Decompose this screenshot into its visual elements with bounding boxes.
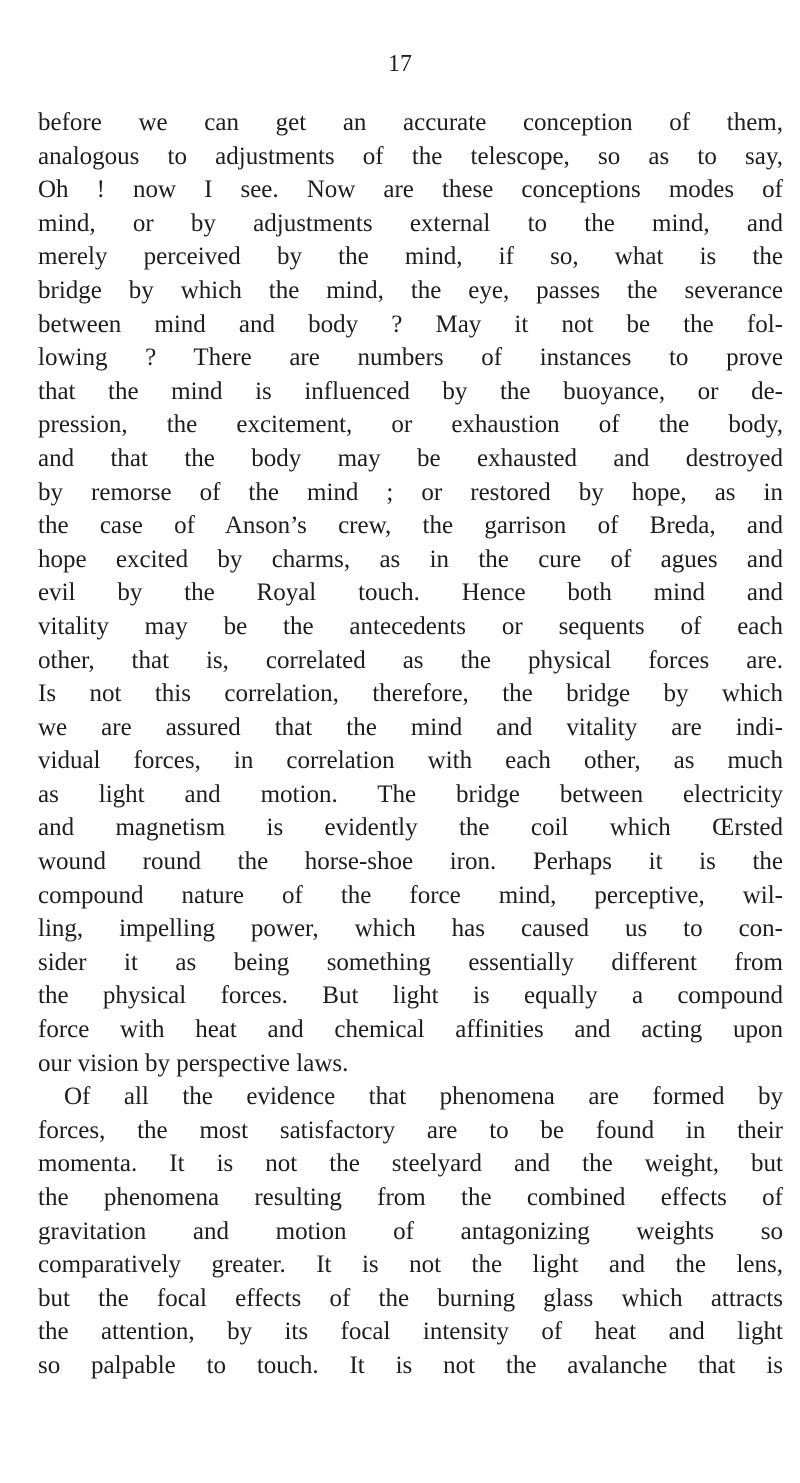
paragraph-start-line: Of all the evidence that phenomena are formed by bbox=[64, 1083, 783, 1111]
text-line: as light and motion. The bridge between electricity bbox=[38, 780, 783, 808]
text-line: so palpable to touch. It is not the avalanche that is bbox=[38, 1351, 783, 1379]
text-line: and that the body may be exhausted and destroyed bbox=[38, 444, 783, 472]
text-line: hope excited by charms, as in the cure of agues and bbox=[38, 545, 783, 573]
text-line: merely perceived by the mind, if so, what is the bbox=[38, 243, 783, 271]
text-line: gravitation and motion of antagonizing weights so bbox=[38, 1217, 783, 1245]
text-line: sider it as being something essentially different from bbox=[38, 948, 783, 976]
paragraph-end-line: our vision by perspective laws. bbox=[38, 1049, 349, 1077]
text-line: but the focal effects of the burning glass which attracts bbox=[38, 1284, 783, 1312]
text-line: vidual forces, in correlation with each other, as much bbox=[38, 747, 783, 775]
text-line: ling, impelling power, which has caused us to con- bbox=[38, 915, 783, 943]
text-line: the case of Anson’s crew, the garrison of Breda, and bbox=[38, 512, 783, 540]
text-line: bridge by which the mind, the eye, passes the severance bbox=[38, 276, 783, 304]
text-line: analogous to adjustments of the telescope, so as to say, bbox=[38, 142, 783, 170]
text-line: before we can get an accurate conception of them, bbox=[38, 109, 783, 136]
text-line: vitality may be the antecedents or sequents of each bbox=[38, 612, 783, 640]
text-line: other, that is, correlated as the physical forces are. bbox=[38, 646, 783, 674]
text-line: between mind and body ? May it not be the fol- bbox=[38, 310, 783, 338]
text-line: we are assured that the mind and vitality are indi- bbox=[38, 713, 783, 741]
text-line: lowing ? There are numbers of instances to prove bbox=[38, 344, 783, 372]
text-line: by remorse of the mind ; or restored by hope, as in bbox=[38, 478, 783, 506]
text-line: the attention, by its focal intensity of heat and light bbox=[38, 1318, 783, 1346]
text-line: that the mind is influenced by the buoyance, or de- bbox=[38, 377, 783, 405]
text-line: and magnetism is evidently the coil which Œrsted bbox=[38, 814, 783, 842]
text-line: mind, or by adjustments external to the mind, and bbox=[38, 209, 783, 237]
text-line: pression, the excitement, or exhaustion of the body, bbox=[38, 411, 783, 439]
text-line: Is not this correlation, therefore, the bridge by which bbox=[38, 680, 783, 708]
text-line: evil by the Royal touch. Hence both mind and bbox=[38, 579, 783, 607]
body-text bbox=[38, 106, 783, 1383]
text-line: the phenomena resulting from the combined effects of bbox=[38, 1184, 783, 1211]
text-line: wound round the horse-shoe iron. Perhaps it is the bbox=[38, 848, 783, 876]
text-line: momenta. It is not the steelyard and the weight, but bbox=[38, 1150, 783, 1178]
text-line: compound nature of the force mind, perceptive, wil- bbox=[38, 881, 783, 909]
page-number: 17 bbox=[388, 51, 412, 77]
text-line: comparatively greater. It is not the light and the lens, bbox=[38, 1251, 783, 1279]
text-line: the physical forces. But light is equally a compound bbox=[38, 982, 783, 1010]
text-line: force with heat and chemical affinities and acting upon bbox=[38, 1016, 783, 1044]
text-line: forces, the most satisfactory are to be found in their bbox=[38, 1116, 783, 1144]
text-line: Oh ! now I see. Now are these conceptions modes of bbox=[38, 176, 783, 204]
